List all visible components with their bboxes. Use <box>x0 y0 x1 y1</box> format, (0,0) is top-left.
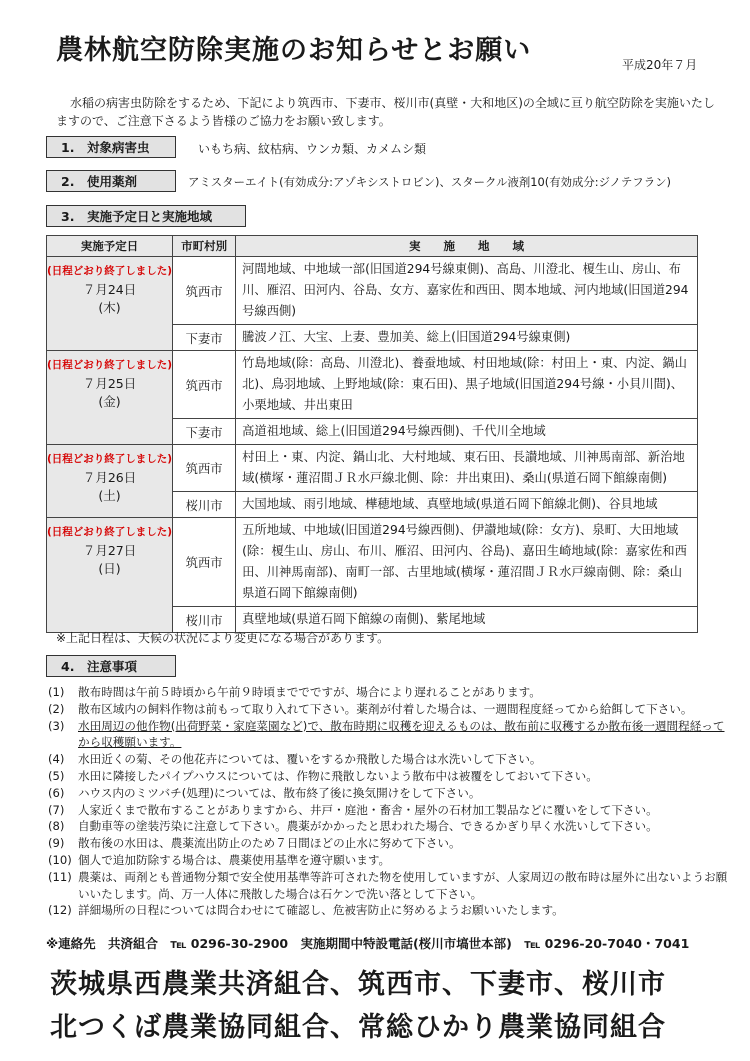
city-cell: 下妻市 <box>173 419 236 445</box>
day-weekday: (土) <box>98 488 121 503</box>
contact-label: ※連絡先 <box>46 936 96 951</box>
list-item <box>48 902 728 919</box>
list-item <box>48 852 728 869</box>
cautions-list <box>48 684 728 919</box>
item-text: 個人で追加防除する場合は、農薬使用基準を遵守願います。 <box>78 852 391 867</box>
list-item <box>48 751 728 768</box>
list-item <box>48 869 728 903</box>
item-number: (10) <box>48 852 72 867</box>
area-cell: 真壁地域(県道石岡下館線の南側)、紫尾地域 <box>236 607 698 633</box>
schedule-note: ※上記日程は、天候の状況により変更になる場合があります。 <box>56 631 390 645</box>
list-item <box>48 818 728 835</box>
page-title: 農林航空防除実施のお知らせとお願い <box>56 35 532 66</box>
item-number: (7) <box>48 802 65 817</box>
section-heading-schedule: 3. 実施予定日と実施地域 <box>46 205 246 227</box>
item-text: 散布後の水田は、農薬流出防止のため７日間ほどの止水に努めて下さい。 <box>78 836 461 851</box>
day-weekday: (木) <box>98 300 121 315</box>
table-row <box>47 445 698 492</box>
list-item <box>48 802 728 819</box>
city-cell: 筑西市 <box>173 351 236 419</box>
organizations-line-1: 茨城県西農業共済組合、筑西市、下妻市、桜川市 <box>50 969 666 1000</box>
item-number: (12) <box>48 903 72 918</box>
chemicals-value: アミスターエイト(有効成分:アゾキシストロビン)、スタークル液剤10(有効成分:ジノテフラン) <box>188 175 671 189</box>
table-row <box>47 351 698 419</box>
section-heading-pests: 1. 対象病害虫 <box>46 136 176 158</box>
item-number: (8) <box>48 819 65 834</box>
item-text: 水田周辺の他作物(出荷野菜・家庭菜園など)で、散布時期に収穫を迎えるものは、散布前に収穫するか散布後一週間程経ってから収穫願います。 <box>78 718 725 750</box>
area-cell: 騰波ノ江、大宝、上妻、豊加美、総上(旧国道294号線東側) <box>236 325 698 351</box>
intro-text: 水稲の病害虫防除をするため、下記により筑西市、下妻市、桜川市(真壁・大和地区)の全域に亘り航空防除を実施いたしますので、ご注意下さるよう皆様のご協力をお願い致します。 <box>56 96 715 128</box>
contact-line <box>46 934 697 952</box>
item-text: 人家近くまで散布することがありますから、井戸・庭池・畜舎・屋外の石材加工製品などに覆いをして下さい。 <box>78 802 658 817</box>
city-cell: 筑西市 <box>173 518 236 607</box>
schedule-table <box>46 235 698 633</box>
item-text: 水田近くの菊、その他花卉については、覆いをするか飛散した場合は水洗いして下さい。 <box>78 752 542 767</box>
item-number: (6) <box>48 785 65 800</box>
area-cell: 五所地域、中地域(旧国道294号線西側)、伊讃地域(除：女方)、泉町、大田地域(除：榎生山、房山、布川、雁沼、田河内、谷島)、嘉田生崎地域(除：嘉家佐和西田、川神馬南部)、南町一部、古里地域(横塚・蓮沼間ＪＲ水戸線南側、除：桑山県道石岡下館線南側) <box>236 518 698 607</box>
day-date: ７月24日 <box>82 282 137 297</box>
list-item <box>48 701 728 718</box>
city-cell: 桜川市 <box>173 607 236 633</box>
item-text: 散布時間は午前５時頃から午前９時頃まででですが、場合により遅れることがあります。 <box>78 685 541 699</box>
completed-label: (日程どおり終了しました) <box>47 453 173 465</box>
table-header-row <box>47 236 698 257</box>
contact-org-1: 共済組合 <box>108 936 159 951</box>
city-cell: 下妻市 <box>173 325 236 351</box>
header-city: 市町村別 <box>173 236 236 257</box>
contact-tel-1: ℡ 0296-30-2900 <box>170 936 289 951</box>
item-text: 自動車等の塗装汚染に注意して下さい。農薬がかかったと思われた場合、できるかぎり早く水洗いして下さい。 <box>78 819 658 834</box>
day-date: ７月25日 <box>82 376 137 391</box>
list-item <box>48 785 728 802</box>
area-cell: 村田上・東、内淀、鍋山北、大村地域、東石田、長讃地域、川神馬南部、新治地域(横塚・蓮沼間ＪＲ水戸線北側、除：井出東田)、桑山(県道石岡下館線南側) <box>236 445 698 492</box>
day-date: ７月27日 <box>82 543 137 558</box>
item-text: 散布区域内の飼料作物は前もって取り入れて下さい。薬剤が付着した場合は、一週間程度経ってから給餌して下さい。 <box>78 701 693 716</box>
completed-label: (日程どおり終了しました) <box>47 359 173 371</box>
item-number: (9) <box>48 836 65 851</box>
day-cell <box>47 351 173 445</box>
organizations-line-2: 北つくば農業協同組合、常総ひかり農業協同組合 <box>50 1012 666 1043</box>
area-cell: 河間地域、中地域一部(旧国道294号線東側)、高島、川澄北、榎生山、房山、布川、雁沼、田河内、谷島、女方、嘉家佐和西田、関本地域、河内地域(旧国道294号線西側) <box>236 257 698 325</box>
list-item <box>48 768 728 785</box>
item-text: 詳細場所の日程については問合わせにて確認し、危被害防止に努めるようお願いいたします。 <box>78 903 564 918</box>
area-cell: 大国地域、雨引地域、樺穂地域、真壁地域(県道石岡下館線北側)、谷貝地域 <box>236 492 698 518</box>
pests-value: いもち病、紋枯病、ウンカ類、カメムシ類 <box>198 142 427 156</box>
city-cell: 筑西市 <box>173 445 236 492</box>
table-row <box>47 257 698 325</box>
section-heading-chemicals: 2. 使用薬剤 <box>46 170 176 192</box>
contact-org-2: 実施期間中特設電話(桜川市塙世本部) <box>300 936 512 951</box>
header-area: 実 施 地 域 <box>236 236 698 257</box>
day-weekday: (日) <box>98 561 121 576</box>
list-item <box>48 718 728 752</box>
day-cell <box>47 445 173 518</box>
completed-label: (日程どおり終了しました) <box>47 265 173 277</box>
area-cell: 高道祖地域、総上(旧国道294号線西側)、千代川全地域 <box>236 419 698 445</box>
item-number: (4) <box>48 752 65 767</box>
day-cell <box>47 518 173 633</box>
item-number: (3) <box>48 718 65 733</box>
city-cell: 桜川市 <box>173 492 236 518</box>
item-text: 水田に隣接したパイプハウスについては、作物に飛散しないよう散布中は被覆をしておいて下さい。 <box>78 768 598 783</box>
table-row <box>47 518 698 607</box>
contact-tel-2: ℡ 0296-20-7040・7041 <box>524 936 690 951</box>
list-item <box>48 835 728 852</box>
city-cell: 筑西市 <box>173 257 236 325</box>
day-cell <box>47 257 173 351</box>
completed-label: (日程どおり終了しました) <box>47 526 173 538</box>
item-number: (5) <box>48 768 65 783</box>
item-text: 農薬は、両剤とも普通物分類で安全使用基準等許可された物を使用していますが、人家周辺の散布時は屋外に出ないようお願いいたします。尚、万一人体に飛散した場合は石ケンで洗い落として下さい。 <box>78 869 728 901</box>
list-item <box>48 684 728 701</box>
item-number: (1) <box>48 685 65 699</box>
item-number: (2) <box>48 701 65 716</box>
item-number: (11) <box>48 869 72 884</box>
issue-date: 平成20年７月 <box>622 58 698 72</box>
item-text: ハウス内のミツバチ(処理)については、散布終了後に換気開けをして下さい。 <box>78 785 481 800</box>
day-date: ７月26日 <box>82 470 137 485</box>
header-date: 実施予定日 <box>47 236 173 257</box>
area-cell: 竹島地域(除：高島、川澄北)、養蚕地域、村田地域(除：村田上・東、内淀、鍋山北)、鳥羽地域、上野地域(除：東石田)、黒子地域(旧国道294号線・小貝川間)、小栗地域、井出東田 <box>236 351 698 419</box>
section-heading-cautions: 4. 注意事項 <box>46 655 176 677</box>
day-weekday: (金) <box>98 394 121 409</box>
